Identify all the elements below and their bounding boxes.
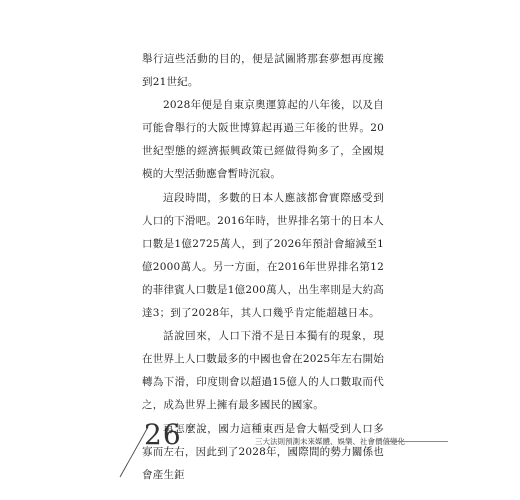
running-head-rule — [386, 441, 448, 442]
paragraph-1: 舉行這些活動的目的，便是試圖將那套夢想再度搬到21世紀。 — [142, 53, 384, 89]
paragraph-4: 話說回來，人口下滑不是日本獨有的現象，現在世界上人口數最多的中國也會在2025年左右開始轉為下滑，印度則會以超過15億人的人口數取而代之，成為世界上擁有最多國民的國家。 — [142, 330, 384, 412]
paragraph-3: 這段時間，多數的日本人應該都會實際感受到人口的下滑吧。2016年時，世界排名第十的日本人口數是1億2725萬人，到了2026年預計會縮減至1億2000萬人。另一方面，在2016年世界排名第12的菲律賓人口數是1億200萬人，出生率則是大約高達3；到了2028年，其人口幾乎肯定能超越日本。 — [142, 191, 384, 320]
page-number: 26 — [144, 418, 182, 451]
running-head: 三大法則預測未來媒體、娛樂、社會價值變化 — [255, 437, 405, 446]
paragraph-5: 再怎麼說，國力這種東西是會大幅受到人口多寡而左右，因此到了2028年，國際間的勢力關係也會產生鉅 — [142, 422, 384, 481]
paragraph-2: 2028年便是自東京奧運算起的八年後，以及自可能會舉行的大阪世博算起再過三年後的世界。20世紀型態的經濟振興政策已經做得夠多了，全國規模的大型活動應會暫時沉寂。 — [142, 99, 384, 181]
